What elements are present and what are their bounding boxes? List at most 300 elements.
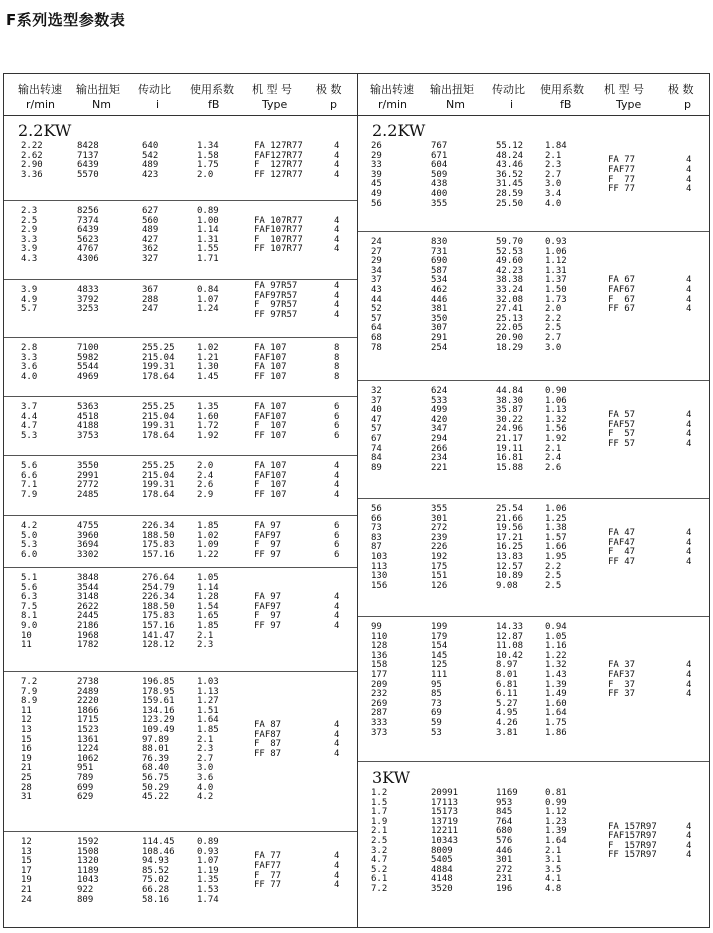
speed-cell: 2.8 [21, 343, 38, 353]
ratio-cell: 12.57 [496, 561, 524, 572]
header-speed: 输出转速 [370, 83, 414, 96]
model-type: F 107 [254, 480, 287, 491]
table-row [358, 652, 709, 662]
model-type: FF 107 [254, 371, 287, 382]
factor-cell: 2.1 [545, 443, 562, 454]
factor-cell: 4.2 [197, 792, 214, 803]
ratio-cell: 13.83 [496, 551, 524, 562]
speed-cell: 47 [371, 414, 382, 425]
factor-cell: 3.0 [197, 763, 214, 774]
ratio-cell: 28.59 [496, 188, 524, 199]
model-group [4, 515, 357, 568]
model-type: F 87 [254, 739, 282, 750]
ratio-cell: 128.12 [142, 640, 175, 651]
model-type-row [4, 171, 357, 181]
factor-cell: 2.0 [545, 304, 562, 315]
table-row [4, 697, 357, 707]
torque-cell: 73 [431, 698, 442, 709]
ratio-cell: 85.52 [142, 865, 170, 876]
speed-cell: 4.3 [21, 253, 38, 264]
model-type-row [4, 311, 357, 321]
factor-cell: 1.39 [545, 679, 567, 690]
pole-count: 4 [334, 470, 340, 481]
pole-count: 8 [334, 352, 340, 363]
model-type-row [4, 612, 357, 622]
ratio-cell: 953 [496, 797, 513, 808]
speed-cell: 74 [371, 443, 382, 454]
speed-cell: 12 [21, 837, 32, 847]
pole-count: 4 [334, 720, 340, 731]
ratio-cell: 9.08 [496, 580, 518, 591]
pole-count: 4 [686, 429, 692, 440]
model-type-row [4, 541, 357, 551]
speed-cell: 29 [371, 150, 382, 161]
speed-cell: 103 [371, 551, 388, 562]
model-type-row [358, 276, 709, 286]
torque-cell: 3302 [77, 549, 99, 560]
ratio-cell: 15.88 [496, 462, 524, 473]
speed-cell: 4.7 [371, 855, 388, 866]
torque-cell: 15173 [431, 807, 459, 818]
speed-cell: 3.7 [21, 402, 38, 412]
torque-cell: 347 [431, 424, 448, 435]
ratio-cell: 8.01 [496, 669, 518, 680]
torque-cell: 291 [431, 332, 448, 343]
speed-cell: 5.3 [21, 540, 38, 551]
factor-cell: 2.3 [197, 640, 214, 651]
torque-cell: 789 [77, 772, 94, 783]
table-row [358, 808, 709, 818]
header-torque-unit: Nm [92, 98, 111, 111]
pole-count: 4 [334, 290, 340, 301]
ratio-cell: 159.61 [142, 696, 175, 707]
ratio-cell: 196 [496, 883, 513, 894]
model-type-row [4, 403, 357, 413]
speed-cell: 40 [371, 405, 382, 416]
ratio-cell: 178.64 [142, 430, 175, 441]
factor-cell: 2.5 [545, 580, 562, 591]
ratio-cell: 1169 [496, 788, 518, 798]
factor-cell: 1.60 [197, 411, 219, 422]
model-type-row [4, 354, 357, 364]
pole-count: 4 [334, 281, 340, 291]
model-type-row [4, 862, 357, 872]
torque-cell: 830 [431, 237, 448, 247]
speed-cell: 13 [21, 846, 32, 857]
torque-cell: 2772 [77, 480, 99, 491]
factor-cell: 1.02 [197, 343, 219, 353]
torque-cell: 8428 [77, 141, 99, 151]
table-row [4, 774, 357, 784]
speed-cell: 9.0 [21, 620, 38, 631]
torque-cell: 6439 [77, 160, 99, 171]
torque-cell: 254 [431, 342, 448, 353]
factor-cell: 1.23 [545, 816, 567, 827]
speed-cell: 29 [371, 256, 382, 267]
pole-count: 4 [334, 880, 340, 891]
factor-cell: 2.0 [197, 461, 214, 471]
speed-cell: 136 [371, 650, 388, 661]
pole-count: 6 [334, 521, 340, 531]
model-type: FF 97 [254, 549, 282, 560]
torque-cell: 355 [431, 504, 448, 514]
factor-cell: 1.21 [197, 352, 219, 363]
header-factor: 使用系数 [540, 83, 584, 96]
model-group [358, 380, 709, 499]
torque-cell: 604 [431, 160, 448, 171]
ratio-cell: 55.12 [496, 141, 524, 151]
factor-cell: 1.02 [197, 530, 219, 541]
torque-cell: 2622 [77, 601, 99, 612]
model-group [4, 115, 357, 200]
table-row [4, 207, 357, 217]
torque-cell: 5363 [77, 402, 99, 412]
pole-count: 4 [686, 850, 692, 861]
speed-cell: 5.1 [21, 573, 38, 583]
ratio-cell: 446 [496, 845, 513, 856]
table-row [4, 784, 357, 794]
torque-cell: 2445 [77, 611, 99, 622]
speed-cell: 2.90 [21, 160, 43, 171]
model-type: FA 97 [254, 521, 282, 531]
torque-cell: 4306 [77, 253, 99, 264]
speed-cell: 287 [371, 708, 388, 719]
speed-cell: 3.36 [21, 169, 43, 180]
ratio-cell: 94.93 [142, 856, 170, 867]
torque-cell: 175 [431, 561, 448, 572]
torque-cell: 446 [431, 294, 448, 305]
ratio-cell: 134.16 [142, 705, 175, 716]
model-type-row [4, 226, 357, 236]
model-type: F 107R77 [254, 234, 303, 245]
ratio-cell: 114.45 [142, 837, 175, 847]
ratio-cell: 845 [496, 807, 513, 818]
pole-count: 4 [686, 840, 692, 851]
ratio-cell: 188.50 [142, 601, 175, 612]
ratio-cell: 59.70 [496, 237, 524, 247]
factor-cell: 2.1 [545, 845, 562, 856]
pole-count: 4 [334, 620, 340, 631]
ratio-cell: 19.56 [496, 523, 524, 534]
speed-cell: 5.6 [21, 582, 38, 593]
ratio-cell: 680 [496, 826, 513, 837]
torque-cell: 1224 [77, 744, 99, 755]
speed-cell: 5.7 [21, 304, 38, 315]
model-type-row [358, 305, 709, 315]
torque-cell: 4148 [431, 874, 453, 885]
pole-count: 4 [334, 851, 340, 862]
ratio-cell: 43.46 [496, 160, 524, 171]
model-type-row [358, 421, 709, 431]
torque-cell: 2738 [77, 677, 99, 687]
ratio-cell: 276.64 [142, 573, 175, 583]
model-group [4, 567, 357, 672]
speed-cell: 24 [21, 894, 32, 905]
speed-cell: 67 [371, 433, 382, 444]
torque-cell: 355 [431, 198, 448, 209]
ratio-cell: 25.13 [496, 313, 524, 324]
ratio-cell: 48.24 [496, 150, 524, 161]
pole-count: 4 [686, 174, 692, 185]
speed-cell: 209 [371, 679, 388, 690]
model-type: FAF107 [254, 470, 287, 481]
table-header [358, 74, 709, 116]
pole-count: 4 [686, 556, 692, 567]
ratio-cell: 68.40 [142, 763, 170, 774]
speed-cell: 7.1 [21, 480, 38, 491]
speed-cell: 3.2 [371, 845, 388, 856]
ratio-cell: 254.79 [142, 582, 175, 593]
speed-cell: 10 [21, 630, 32, 641]
factor-cell: 1.13 [545, 405, 567, 416]
ratio-cell: 52.53 [496, 246, 524, 257]
model-type-row [358, 185, 709, 195]
pole-count: 4 [334, 150, 340, 161]
pole-count: 4 [686, 419, 692, 430]
torque-cell: 1866 [77, 705, 99, 716]
factor-cell: 1.86 [545, 727, 567, 738]
model-type: FAF107 [254, 411, 287, 422]
factor-cell: 1.09 [197, 540, 219, 551]
torque-cell: 3148 [77, 592, 99, 603]
pole-count: 6 [334, 549, 340, 560]
factor-cell: 2.7 [545, 169, 562, 180]
factor-cell: 1.92 [545, 433, 567, 444]
pole-count: 4 [334, 169, 340, 180]
pole-count: 4 [334, 244, 340, 255]
ratio-cell: 178.64 [142, 489, 175, 500]
torque-cell: 624 [431, 386, 448, 396]
ratio-cell: 33.24 [496, 284, 524, 295]
ratio-cell: 199.31 [142, 362, 175, 373]
factor-cell: 0.89 [197, 206, 219, 216]
factor-cell: 1.06 [545, 395, 567, 406]
speed-cell: 128 [371, 641, 388, 652]
ratio-cell: 560 [142, 215, 159, 226]
factor-cell: 1.85 [197, 521, 219, 531]
factor-cell: 1.73 [545, 294, 567, 305]
torque-cell: 239 [431, 532, 448, 543]
pole-count: 4 [686, 821, 692, 832]
pole-count: 6 [334, 421, 340, 432]
speed-cell: 158 [371, 660, 388, 671]
speed-cell: 37 [371, 395, 382, 406]
torque-cell: 6439 [77, 225, 99, 236]
pole-count: 4 [334, 141, 340, 151]
model-type-row [358, 166, 709, 176]
pole-count: 4 [334, 611, 340, 622]
ratio-cell: 56.75 [142, 772, 170, 783]
model-type-row [4, 245, 357, 255]
torque-cell: 5982 [77, 352, 99, 363]
factor-cell: 1.51 [197, 705, 219, 716]
factor-cell: 1.03 [197, 677, 219, 687]
pole-count: 4 [686, 410, 692, 420]
speed-cell: 57 [371, 313, 382, 324]
speed-cell: 7.2 [21, 677, 38, 687]
ratio-cell: 25.54 [496, 504, 524, 514]
model-type-row [4, 603, 357, 613]
ratio-cell: 489 [142, 160, 159, 171]
header-factor: 使用系数 [190, 83, 234, 96]
torque-cell: 3848 [77, 573, 99, 583]
model-type: FA 107R77 [254, 215, 303, 226]
pole-count: 4 [686, 679, 692, 690]
model-type: FAF97 [254, 530, 282, 541]
table-row [358, 387, 709, 397]
speed-cell: 49 [371, 188, 382, 199]
table-row [358, 582, 709, 592]
torque-cell: 199 [431, 622, 448, 632]
model-type-row [4, 462, 357, 472]
torque-cell: 1062 [77, 753, 99, 764]
table-row [4, 255, 357, 265]
pole-count: 6 [334, 540, 340, 551]
factor-cell: 0.99 [545, 797, 567, 808]
speed-cell: 2.22 [21, 141, 43, 151]
factor-cell: 1.05 [197, 573, 219, 583]
factor-cell: 1.53 [197, 884, 219, 895]
ratio-cell: 4.95 [496, 708, 518, 719]
model-type-row [4, 622, 357, 632]
torque-cell: 3544 [77, 582, 99, 593]
factor-cell: 1.64 [545, 835, 567, 846]
factor-cell: 2.6 [197, 480, 214, 491]
torque-cell: 17113 [431, 797, 459, 808]
factor-cell: 1.66 [545, 542, 567, 553]
pole-count: 6 [334, 411, 340, 422]
model-type: FA 47 [608, 528, 636, 538]
header-speed: 输出转速 [18, 83, 62, 96]
table-row [4, 707, 357, 717]
factor-cell: 1.13 [197, 686, 219, 697]
torque-cell: 1508 [77, 846, 99, 857]
torque-cell: 4188 [77, 421, 99, 432]
table-row [358, 885, 709, 895]
model-type: FF 107 [254, 489, 287, 500]
pole-count: 4 [686, 155, 692, 166]
torque-cell: 5570 [77, 169, 99, 180]
factor-cell: 1.64 [545, 708, 567, 719]
model-type-row [4, 750, 357, 760]
table-row [4, 688, 357, 698]
model-group [4, 396, 357, 456]
pole-count: 4 [334, 309, 340, 320]
factor-cell: 1.22 [197, 549, 219, 560]
ratio-cell: 18.29 [496, 342, 524, 353]
model-group [4, 200, 357, 280]
model-type-row [4, 491, 357, 501]
speed-cell: 66 [371, 513, 382, 524]
ratio-cell: 3.81 [496, 727, 518, 738]
factor-cell: 1.06 [545, 504, 567, 514]
speed-cell: 99 [371, 622, 382, 632]
table-row [358, 633, 709, 643]
ratio-cell: 14.33 [496, 622, 524, 632]
header-speed-unit: r/min [378, 98, 407, 111]
pole-count: 4 [686, 284, 692, 295]
model-group [358, 231, 709, 381]
torque-cell: 272 [431, 523, 448, 534]
model-type-row [4, 740, 357, 750]
model-type: FF 37 [608, 689, 636, 700]
model-type: FF 97R57 [254, 309, 298, 320]
torque-cell: 4518 [77, 411, 99, 422]
ratio-cell: 19.11 [496, 443, 524, 454]
factor-cell: 1.75 [545, 717, 567, 728]
header-factor-unit: fB [208, 98, 220, 111]
model-type: FAF67 [608, 284, 636, 295]
model-group [4, 671, 357, 832]
factor-cell: 1.37 [545, 275, 567, 286]
ratio-cell: 76.39 [142, 753, 170, 764]
speed-cell: 28 [21, 782, 32, 793]
ratio-cell: 8.97 [496, 660, 518, 671]
speed-cell: 73 [371, 523, 382, 534]
ratio-cell: 627 [142, 206, 159, 216]
torque-cell: 234 [431, 453, 448, 464]
speed-cell: 57 [371, 424, 382, 435]
model-group [358, 498, 709, 617]
model-type: F 97 [254, 611, 282, 622]
table-row [4, 584, 357, 594]
ratio-cell: 10.42 [496, 650, 524, 661]
ratio-cell: 58.16 [142, 894, 170, 905]
table-row [358, 642, 709, 652]
factor-cell: 1.71 [197, 253, 219, 264]
ratio-cell: 188.50 [142, 530, 175, 541]
torque-cell: 4767 [77, 244, 99, 255]
speed-cell: 64 [371, 323, 382, 334]
speed-cell: 56 [371, 198, 382, 209]
speed-cell: 12 [21, 715, 32, 726]
factor-cell: 4.0 [545, 198, 562, 209]
ratio-cell: 489 [142, 225, 159, 236]
torque-cell: 294 [431, 433, 448, 444]
factor-cell: 3.4 [545, 188, 562, 199]
ratio-cell: 157.16 [142, 549, 175, 560]
pole-count: 4 [334, 225, 340, 236]
model-type: FF 157R97 [608, 850, 657, 861]
model-type-row [4, 344, 357, 354]
pole-count: 4 [686, 831, 692, 842]
torque-cell: 10343 [431, 835, 459, 846]
speed-cell: 2.3 [21, 206, 38, 216]
speed-cell: 4.9 [21, 294, 38, 305]
factor-cell: 0.84 [197, 285, 219, 295]
model-type: FF 67 [608, 304, 636, 315]
factor-cell: 2.4 [545, 453, 562, 464]
model-type: FF 97 [254, 620, 282, 631]
model-type: FAF107R77 [254, 225, 303, 236]
pole-count: 8 [334, 371, 340, 382]
torque-cell: 7100 [77, 343, 99, 353]
speed-cell: 1.5 [371, 797, 388, 808]
table-row [4, 574, 357, 584]
ratio-cell: 97.89 [142, 734, 170, 745]
pole-count: 6 [334, 430, 340, 441]
model-group [4, 455, 357, 516]
header-model: 机 型 号 [604, 83, 644, 96]
factor-cell: 2.9 [197, 489, 214, 500]
ratio-cell: 247 [142, 304, 159, 315]
speed-cell: 52 [371, 304, 382, 315]
right-table-half [358, 74, 709, 927]
speed-cell: 32 [371, 386, 382, 396]
speed-cell: 5.2 [371, 864, 388, 875]
model-group [4, 279, 357, 338]
ratio-cell: 4.26 [496, 717, 518, 728]
